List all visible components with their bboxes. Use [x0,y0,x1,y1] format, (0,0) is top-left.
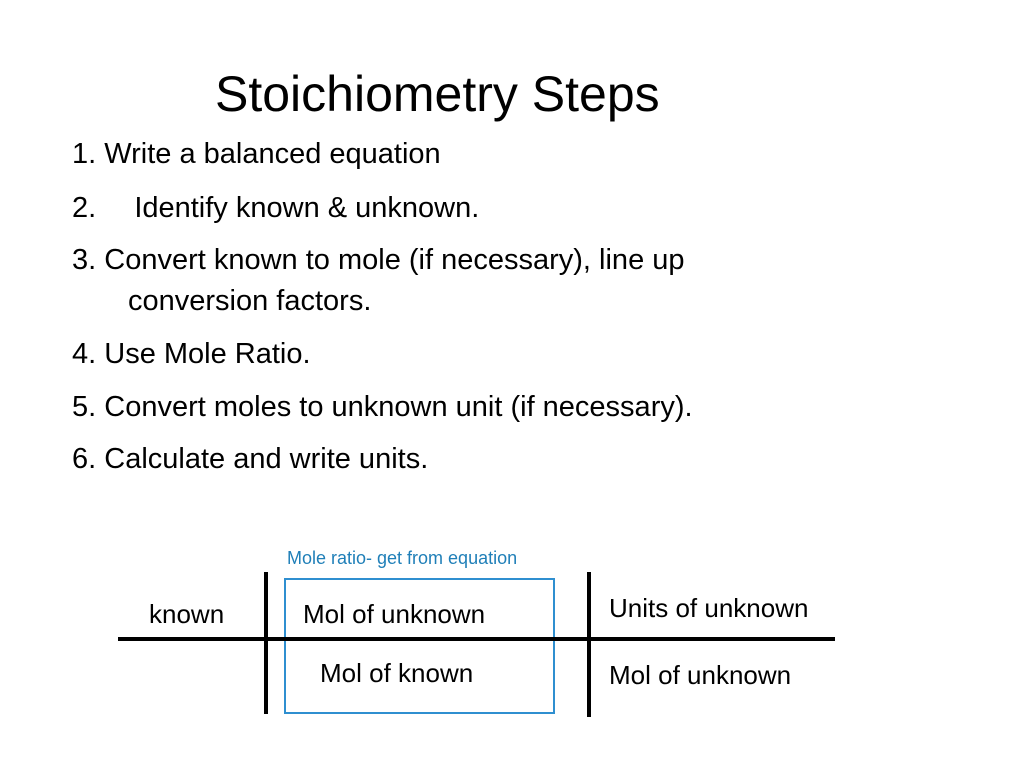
step-number: 5. [72,391,97,423]
step-4 [72,334,311,374]
units-of-unknown-top: Units of unknown [609,593,809,623]
mol-of-unknown-top: Mol of unknown [303,599,486,629]
step-number: 3. [72,244,97,276]
step-1 [72,134,441,174]
step-number: 2. [72,192,97,224]
slide-title: Stoichiometry Steps [215,66,660,122]
step-5 [72,387,693,427]
step-text: Calculate and write units. [104,443,429,475]
known-label: known [149,599,225,629]
step-3-continuation: conversion factors. [128,285,372,317]
step-text: Identify known & unknown. [134,192,480,224]
step-3 [72,240,685,280]
step-number: 4. [72,338,97,370]
step-number: 1. [72,138,97,170]
step-text: Convert known to mole (if necessary), line up [104,244,685,276]
step-6 [72,439,428,479]
step-2 [72,188,479,228]
mole-ratio-label: Mole ratio- get from equation [287,548,518,568]
step-text: Convert moles to unknown unit (if necessary). [104,391,693,423]
vertical-divider-left [264,572,268,714]
mol-of-unknown-bottom: Mol of unknown [609,660,792,690]
step-text: Write a balanced equation [104,138,441,170]
step-number: 6. [72,443,97,475]
horizontal-fraction-line [118,637,835,641]
mol-of-known-bottom: Mol of known [320,658,474,688]
vertical-divider-right [587,572,591,717]
step-text: Use Mole Ratio. [104,338,311,370]
